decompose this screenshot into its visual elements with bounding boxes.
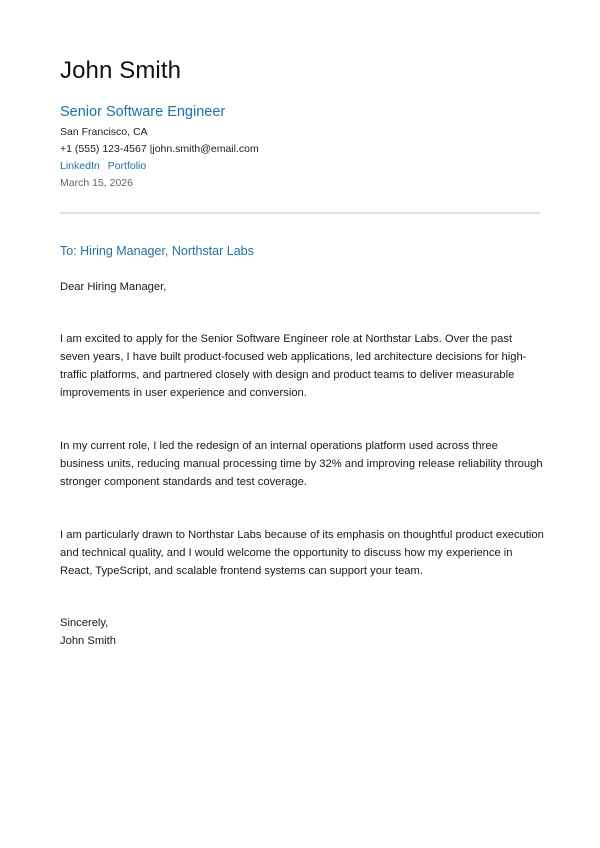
location: San Francisco, CA [60,126,148,138]
signature-name: John Smith [60,635,116,647]
contact-line [60,142,259,156]
body-paragraph-1: I am excited to apply for the Senior Software Engineer role at Northstar Labs. Over the past seven years, I have built product-focused web applications, led architecture decisions for high-traffic platforms, and partnered closely with design and product teams to deliver measurable improvements in user experience and conversion. [60,333,527,399]
job-title: Senior Software Engineer [60,104,226,120]
header-divider [60,212,540,214]
email-address: john.smith@email.com [152,143,259,155]
body-paragraph-2: In my current role, I led the redesign of an internal operations platform used across three business units, reducing manual processing time by 32% and improving release reliability through stronger component standards and test coverage. [60,440,543,488]
phone-number: +1 (555) 123-4567 [60,143,147,155]
profile-links [60,159,154,173]
letter-date: March 15, 2026 [60,177,133,189]
closing: Sincerely, [60,617,109,629]
salutation: Dear Hiring Manager, [60,281,167,293]
contact-separator: | [149,143,153,155]
recipient-line: To: Hiring Manager, Northstar Labs [60,244,254,258]
body-paragraph-3: I am particularly drawn to Northstar Labs because of its emphasis on thoughtful product execution and technical quality, and I would welcome the opportunity to discuss how my experience in React, TypeScript, and scalable frontend systems can support your team. [60,529,544,577]
portfolio-link[interactable]: Portfolio [107,160,147,172]
linkedin-link[interactable]: LinkedIn [60,160,100,172]
applicant-name: John Smith [60,57,182,84]
